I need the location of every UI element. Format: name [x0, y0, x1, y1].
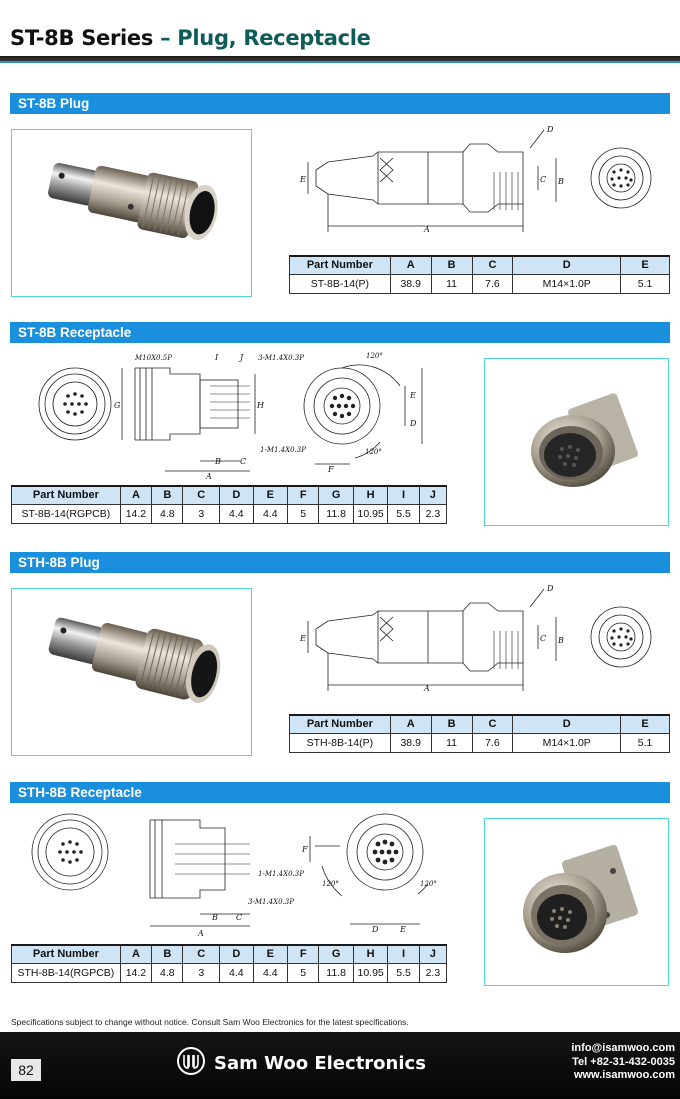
samwoo-logo-icon [176, 1046, 206, 1081]
dim-label-e: E [410, 391, 416, 400]
table-cell: M14×1.0P [513, 274, 621, 293]
label-screws-top: 1-M1.4X0.3P [258, 870, 304, 878]
table-header: D [513, 256, 621, 274]
dim-label-d: D [547, 125, 554, 134]
table-cell: 4.4 [253, 963, 288, 982]
table-header: J [419, 486, 446, 504]
table-cell: 4.4 [253, 504, 288, 523]
table-cell: 10.95 [353, 963, 388, 982]
table-cell: 3 [183, 504, 220, 523]
dim-label-b: B [212, 913, 218, 922]
table-cell: 11.8 [319, 504, 354, 523]
label-angle-bottom: 120° [365, 448, 382, 456]
dim-label-j: J [240, 353, 244, 362]
drawing-sth8b-receptacle [10, 806, 480, 941]
table-header: B [431, 715, 472, 733]
dim-label-e: E [400, 925, 406, 934]
brand [176, 1048, 426, 1078]
photo-sth8b-receptacle [484, 818, 669, 986]
drawing-st8b-plug [298, 122, 670, 252]
page-header [0, 0, 680, 62]
table-row [12, 504, 447, 523]
photo-st8b-receptacle [484, 358, 669, 526]
table-cell: 4.8 [152, 963, 183, 982]
table-header: F [288, 486, 319, 504]
table-cell: 5 [288, 963, 319, 982]
dim-label-i: I [215, 353, 219, 362]
table-header: J [419, 945, 446, 963]
dim-label-a: A [424, 225, 430, 234]
table-cell: 11 [431, 733, 472, 752]
table-cell: 5.1 [621, 733, 670, 752]
label-angle-top: 120° [366, 352, 383, 360]
table-cell: ST-8B-14(RGPCB) [12, 504, 121, 523]
table-cell: 11.8 [319, 963, 354, 982]
section-bar-sth8b-receptacle: STH-8B Receptacle [10, 782, 670, 803]
table-header: Part Number [290, 256, 391, 274]
table-header: B [152, 486, 183, 504]
table-header: H [353, 945, 388, 963]
table-header: A [390, 256, 431, 274]
table-header: Part Number [290, 715, 391, 733]
table-cell: M14×1.0P [513, 733, 621, 752]
contact-website[interactable]: www.isamwoo.com [573, 1069, 675, 1081]
table-header: G [319, 486, 354, 504]
table-header: G [319, 945, 354, 963]
table-row [290, 274, 670, 293]
table-cell: 5 [288, 504, 319, 523]
dim-label-d: D [410, 419, 417, 428]
table-header-row [290, 715, 670, 733]
table-cell: ST-8B-14(P) [290, 274, 391, 293]
table-header: I [388, 486, 419, 504]
dim-label-b: B [558, 636, 564, 645]
spec-table-st8b-plug [289, 255, 670, 294]
dim-label-c: C [540, 175, 547, 184]
table-header: A [120, 486, 151, 504]
dim-label-d: D [547, 584, 554, 593]
contact-email[interactable]: info@isamwoo.com [571, 1042, 675, 1054]
table-header-row [290, 256, 670, 274]
dim-label-a: A [206, 472, 212, 481]
table-header: E [253, 945, 288, 963]
page-title [10, 26, 371, 50]
table-cell: 5.1 [621, 274, 670, 293]
table-header: D [513, 715, 621, 733]
table-header: B [152, 945, 183, 963]
table-header: Part Number [12, 945, 121, 963]
section-bar-st8b-plug: ST-8B Plug [10, 93, 670, 114]
brand-name: Sam Woo Electronics [214, 1052, 426, 1074]
table-header: C [183, 945, 220, 963]
table-cell: 11 [431, 274, 472, 293]
dim-label-h: H [257, 401, 264, 410]
spec-table-sth8b-plug [289, 714, 670, 753]
dim-label-e: E [300, 175, 306, 184]
dim-label-c: C [236, 913, 243, 922]
table-cell: 38.9 [390, 274, 431, 293]
label-screws-bottom: 3-M1.4X0.3P [248, 898, 294, 906]
page-number: 82 [11, 1059, 41, 1081]
table-header: E [253, 486, 288, 504]
table-header: H [353, 486, 388, 504]
table-cell: 5.5 [388, 504, 419, 523]
table-header: B [431, 256, 472, 274]
table-header: E [621, 715, 670, 733]
spec-table-sth8b-receptacle [11, 944, 447, 983]
dim-label-d: D [372, 925, 379, 934]
table-header: A [120, 945, 151, 963]
dim-label-b: B [215, 457, 221, 466]
table-row [12, 963, 447, 982]
table-header: Part Number [12, 486, 121, 504]
table-cell: 2.3 [419, 504, 446, 523]
footer-note: Specifications subject to change without notice. Consult Sam Woo Electronics for the latest specifications. [11, 1017, 409, 1027]
table-cell: 5.5 [388, 963, 419, 982]
table-cell: STH-8B-14(P) [290, 733, 391, 752]
table-header: A [390, 715, 431, 733]
table-header: D [220, 486, 253, 504]
dim-label-f: F [302, 845, 308, 854]
table-header: C [472, 256, 513, 274]
header-rule-accent [0, 61, 680, 63]
table-cell: 14.2 [120, 504, 151, 523]
table-header: I [388, 945, 419, 963]
table-header: D [220, 945, 253, 963]
table-cell: 7.6 [472, 274, 513, 293]
series-title: ST-8B Series [10, 26, 154, 50]
photo-st8b-plug [11, 129, 252, 297]
contact-phone: Tel +82-31-432-0035 [572, 1055, 675, 1068]
label-angle-left: 120° [322, 880, 339, 888]
dim-label-c: C [240, 457, 247, 466]
table-header-row [12, 486, 447, 504]
table-cell: 3 [183, 963, 220, 982]
drawing-sth8b-plug [298, 581, 670, 711]
dim-label-c: C [540, 634, 547, 643]
table-cell: 10.95 [353, 504, 388, 523]
table-header: E [621, 256, 670, 274]
table-header-row [12, 945, 447, 963]
label-screws-top: 3-M1.4X0.3P [258, 354, 304, 362]
dim-label-a: A [424, 684, 430, 693]
photo-sth8b-plug [11, 588, 252, 756]
series-subtitle: – Plug, Receptacle [160, 26, 371, 50]
dim-label-e: E [300, 634, 306, 643]
section-bar-sth8b-plug: STH-8B Plug [10, 552, 670, 573]
label-angle-right: 120° [420, 880, 437, 888]
table-cell: 4.4 [220, 963, 253, 982]
table-header: C [183, 486, 220, 504]
dim-label-a: A [198, 929, 204, 938]
table-cell: 14.2 [120, 963, 151, 982]
table-cell: 7.6 [472, 733, 513, 752]
table-cell: 2.3 [419, 963, 446, 982]
label-screws-bottom: 1-M1.4X0.3P [260, 446, 306, 454]
contact-info [571, 1042, 675, 1083]
label-thread: M10X0.5P [135, 354, 172, 362]
table-row [290, 733, 670, 752]
spec-table-st8b-receptacle [11, 485, 447, 524]
table-cell: 4.4 [220, 504, 253, 523]
dim-label-b: B [558, 177, 564, 186]
table-header: C [472, 715, 513, 733]
drawing-st8b-receptacle [10, 346, 480, 481]
table-cell: STH-8B-14(RGPCB) [12, 963, 121, 982]
dim-label-g: G [114, 401, 121, 410]
table-header: F [288, 945, 319, 963]
section-bar-st8b-receptacle: ST-8B Receptacle [10, 322, 670, 343]
table-cell: 38.9 [390, 733, 431, 752]
table-cell: 4.8 [152, 504, 183, 523]
dim-label-f: F [328, 465, 334, 474]
